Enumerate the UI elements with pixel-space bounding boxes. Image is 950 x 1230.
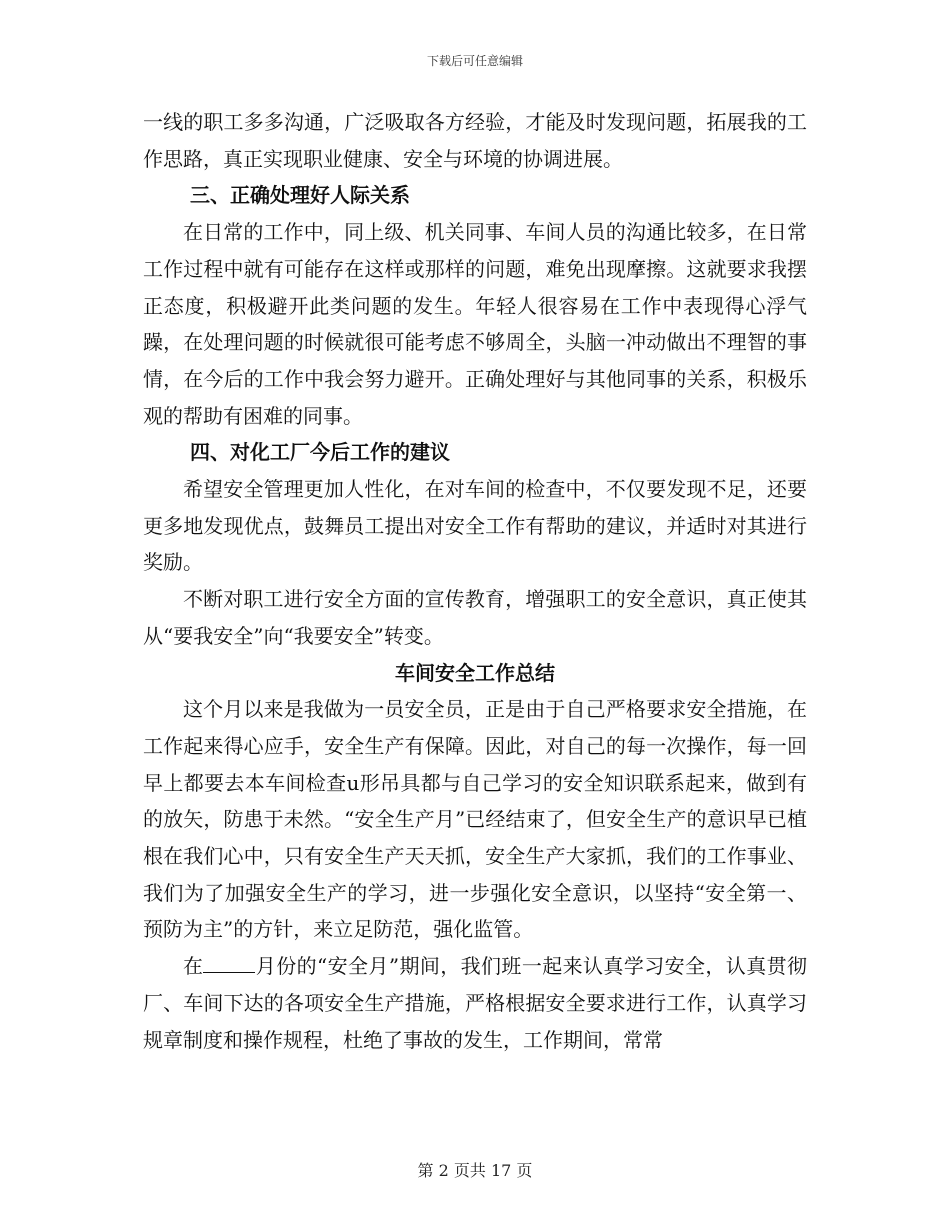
fill-in-blank xyxy=(203,954,255,973)
section-heading-4: 四、对化工厂今后工作的建议 xyxy=(190,440,450,465)
document-body xyxy=(143,104,807,1058)
paragraph-summary-2 xyxy=(143,948,807,1058)
page-header: 下载后可任意编辑 xyxy=(426,54,523,68)
paragraph-summary-1: 这个月以来是我做为一员安全员，正是由于自己严格要求安全措施，在工作起来得心应手，安全生产有保障。因此，对自己的每一次操作，每一回早上都要去本车间检查u形吊具都与自己学习的安全知识联系起来，做到有的放矢，防患于未然。“安全生产月”已经结束了，但安全生产的意识早已植根在我们心中，只有安全生产天天抓，安全生产大家抓，我们的工作事业、我们为了加强安全生产的学习，进一步强化安全意识，以坚持“安全第一、预防为主”的方针，来立足防范，强化监管。 xyxy=(143,697,807,942)
paragraph-interpersonal: 在日常的工作中，同上级、机关同事、车间人员的沟通比较多，在日常工作过程中就有可能存在这样或那样的问题，难免出现摩擦。这就要求我摆正态度，积极避开此类问题的发生。年轻人很容易在工作中表现得心浮气躁，在处理问题的时候就很可能考虑不够周全，头脑一冲动做出不理智的事情，在今后的工作中我会努力避开。正确处理好与其他同事的关系，积极乐观的帮助有困难的同事。 xyxy=(143,220,807,428)
document-title: 车间安全工作总结 xyxy=(395,660,555,685)
section-heading-3: 三、正确处理好人际关系 xyxy=(190,183,410,208)
paragraph-summary-2-start: 在 xyxy=(183,954,204,979)
paragraph-continuation: 一线的职工多多沟通，广泛吸取各方经验，才能及时发现问题，拓展我的工作思路，真正实现职业健康、安全与环境的协调进展。 xyxy=(143,110,807,171)
paragraph-summary-2-rest: 月份的“安全月”期间，我们班一起来认真学习安全，认真贯彻厂、车间下达的各项安全生产措施，严格根据安全要求进行工作，认真学习规章制度和操作规程，杜绝了事故的发生，工作期间，常常 xyxy=(143,954,808,1052)
paragraph-suggestion-2: 不断对职工进行安全方面的宣传教育，增强职工的安全意识，真正使其从“要我安全”向“我要安全”转变。 xyxy=(143,587,807,648)
paragraph-suggestion-1: 希望安全管理更加人性化，在对车间的检查中，不仅要发现不足，还要更多地发现优点，鼓舞员工提出对安全工作有帮助的建议，并适时对其进行奖励。 xyxy=(143,477,807,575)
page-footer: 第 2 页共 17 页 xyxy=(417,1161,533,1180)
